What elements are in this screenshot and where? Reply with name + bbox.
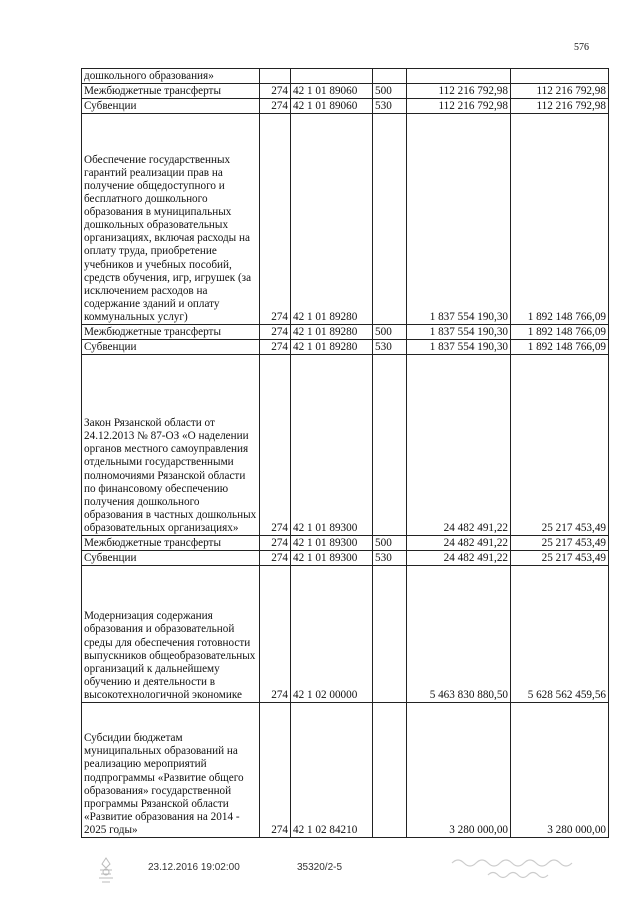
table-row [82,99,609,114]
row-name: Субвенции [82,99,260,114]
row-target-code: 42 1 01 89280 [291,325,373,340]
row-target-code: 42 1 01 89300 [291,551,373,566]
row-amount-2018 [511,69,609,84]
table-row [82,551,609,566]
row-ministry-code: 274 [260,703,291,838]
row-amount-2017: 1 837 554 190,30 [407,340,511,355]
row-name: Межбюджетные трансферты [82,536,260,551]
row-amount-2017 [407,69,511,84]
row-amount-2018: 1 892 148 766,09 [511,325,609,340]
row-amount-2018: 1 892 148 766,09 [511,114,609,325]
row-amount-2017: 5 463 830 880,50 [407,566,511,703]
row-target-code [291,69,373,84]
row-amount-2018: 25 217 453,49 [511,551,609,566]
row-ministry-code: 274 [260,325,291,340]
row-amount-2017: 24 482 491,22 [407,355,511,536]
table-row [82,355,609,536]
row-name: дошкольного образования» [82,69,260,84]
row-amount-2018: 5 628 562 459,56 [511,566,609,703]
table-row [82,84,609,99]
row-ministry-code: 274 [260,114,291,325]
footer-document-id: 35320/2-5 [297,862,343,873]
table-row [82,340,609,355]
row-expense-type: 530 [373,340,407,355]
row-expense-type: 500 [373,325,407,340]
table-row [82,69,609,84]
table-row [82,325,609,340]
row-ministry-code: 274 [260,84,291,99]
row-name: Модернизация содержания образования и образовательной среды для обеспечения готовности выпускников общеобразовательных организаций к дальнейшему обучению и деятельности в высокотехнологичной экономике [82,566,260,703]
row-amount-2017: 112 216 792,98 [407,84,511,99]
row-target-code: 42 1 01 89300 [291,355,373,536]
row-amount-2018: 3 280 000,00 [511,703,609,838]
row-name: Межбюджетные трансферты [82,325,260,340]
row-name: Межбюджетные трансферты [82,84,260,99]
row-target-code: 42 1 02 00000 [291,566,373,703]
page-number: 576 [574,42,589,53]
table-row [82,566,609,703]
row-ministry-code: 274 [260,536,291,551]
row-amount-2017: 24 482 491,22 [407,536,511,551]
row-name: Субвенции [82,551,260,566]
table-row [82,536,609,551]
row-name: Закон Рязанской области от 24.12.2013 № 87-ОЗ «О наделении органов местного самоуправления отдельными государственными полномочиями Рязанской области по финансовому обеспечению получения дошкольного образования в частных дошкольных образовательных организациях» [82,355,260,536]
row-ministry-code [260,69,291,84]
row-amount-2017: 1 837 554 190,30 [407,114,511,325]
row-amount-2017: 3 280 000,00 [407,703,511,838]
row-amount-2017: 1 837 554 190,30 [407,325,511,340]
row-target-code: 42 1 01 89280 [291,114,373,325]
row-expense-type: 530 [373,551,407,566]
row-amount-2017: 112 216 792,98 [407,99,511,114]
row-ministry-code: 274 [260,340,291,355]
row-expense-type [373,703,407,838]
row-ministry-code: 274 [260,99,291,114]
row-amount-2018: 25 217 453,49 [511,536,609,551]
footer-datetime: 23.12.2016 19:02:00 [148,862,240,873]
row-target-code: 42 1 01 89300 [291,536,373,551]
table-row [82,114,609,325]
emblem-stamp-icon [96,856,116,886]
row-name: Обеспечение государственных гарантий реализации прав на получение общедоступного и бесплатного дошкольного образования в муниципальных дошкольных образовательных организациях, включая расходы на оплату труда, приобретение учебников и учебных пособий, средств обучения, игр, игрушек (за исключением расходов на содержание зданий и оплату коммунальных услуг) [82,114,260,325]
row-ministry-code: 274 [260,355,291,536]
row-ministry-code: 274 [260,551,291,566]
budget-table [81,68,609,838]
row-expense-type: 500 [373,536,407,551]
row-amount-2018: 112 216 792,98 [511,99,609,114]
table-row [82,703,609,838]
row-name: Субвенции [82,340,260,355]
row-target-code: 42 1 02 84210 [291,703,373,838]
row-target-code: 42 1 01 89060 [291,84,373,99]
row-expense-type: 530 [373,99,407,114]
row-amount-2018: 25 217 453,49 [511,355,609,536]
row-amount-2017: 24 482 491,22 [407,551,511,566]
row-amount-2018: 112 216 792,98 [511,84,609,99]
faded-signature-stamp-icon [448,853,578,883]
row-expense-type [373,566,407,703]
row-expense-type [373,355,407,536]
row-ministry-code: 274 [260,566,291,703]
row-target-code: 42 1 01 89060 [291,99,373,114]
row-expense-type [373,114,407,325]
row-target-code: 42 1 01 89280 [291,340,373,355]
row-amount-2018: 1 892 148 766,09 [511,340,609,355]
row-name: Субсидии бюджетам муниципальных образований на реализацию мероприятий подпрограммы «Развитие общего образования» государственной программы Рязанской области «Развитие образования на 2014 - 2025 годы» [82,703,260,838]
row-expense-type [373,69,407,84]
row-expense-type: 500 [373,84,407,99]
